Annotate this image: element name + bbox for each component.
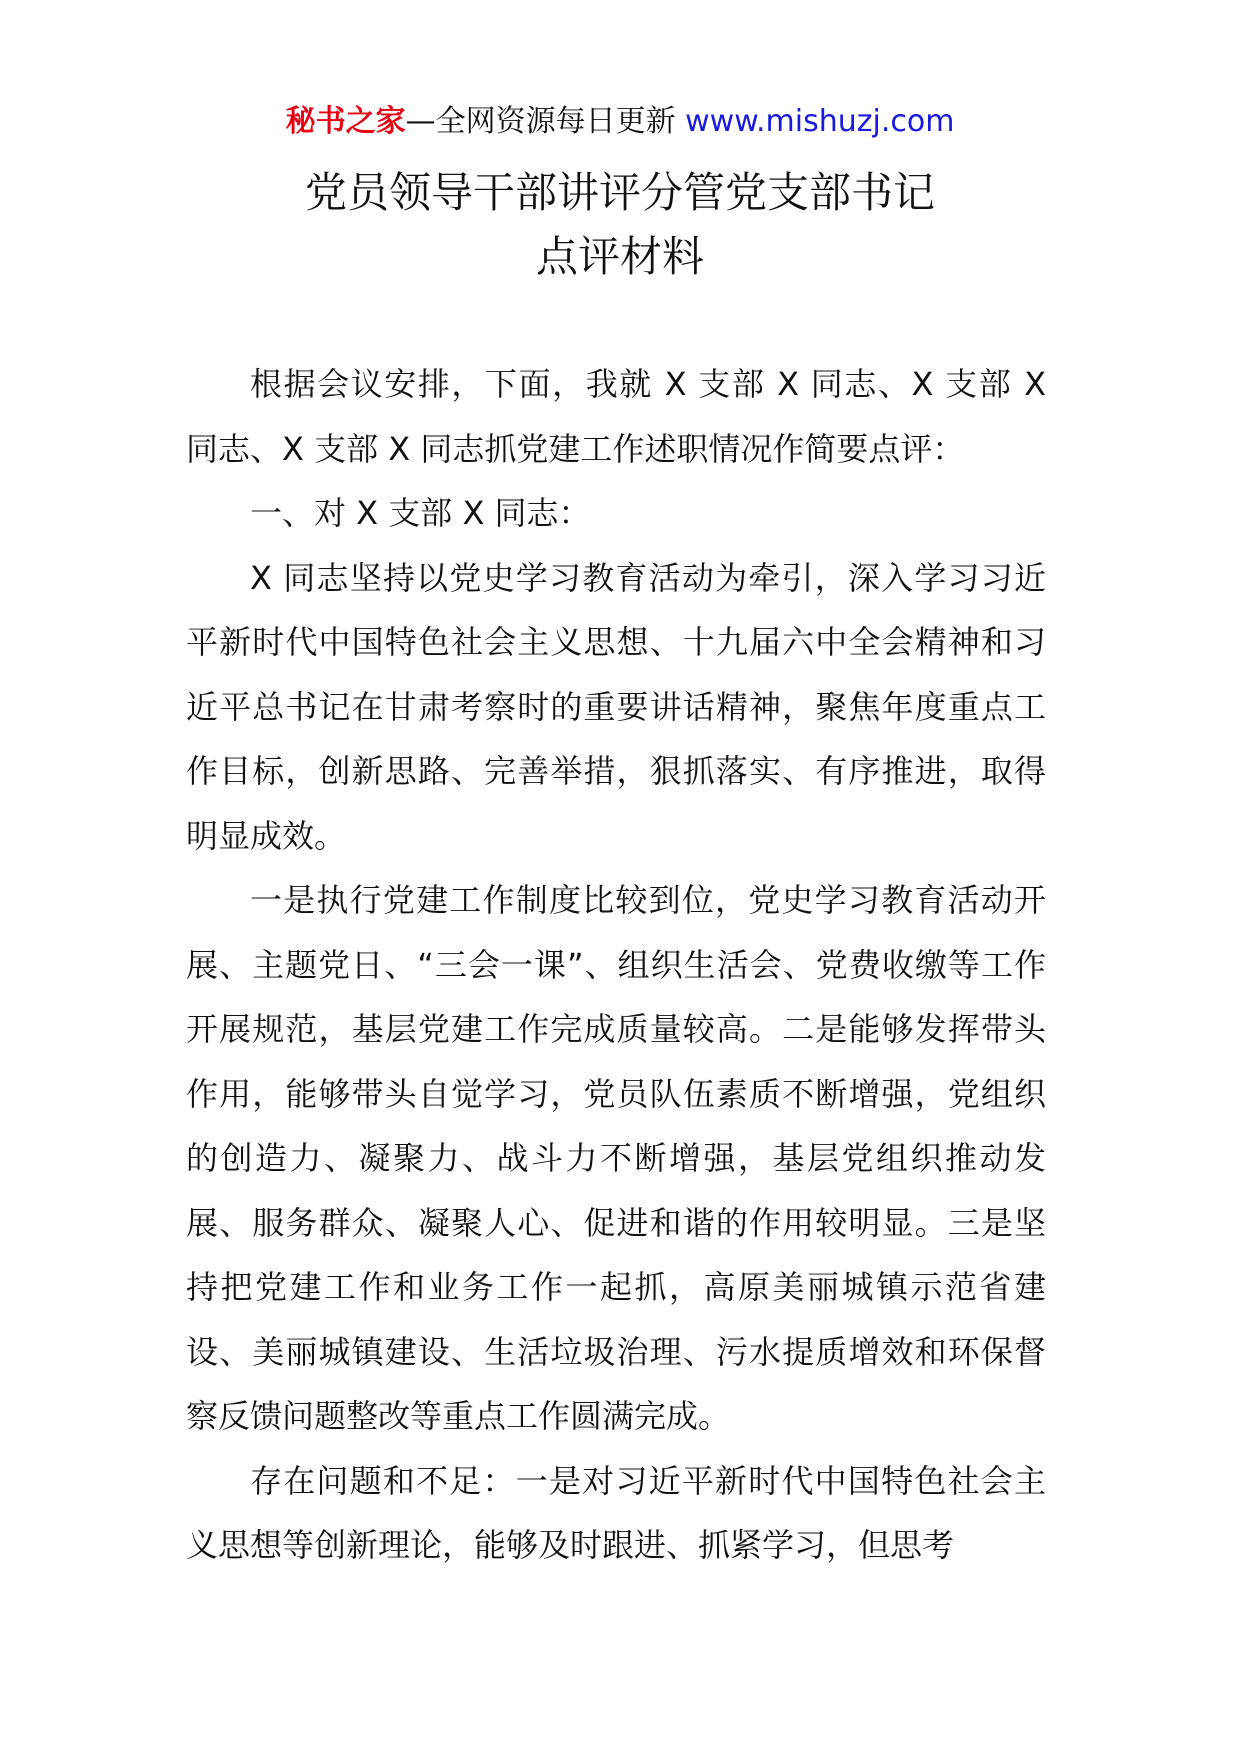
section-heading-1: 一、对 X 支部 X 同志： bbox=[250, 494, 591, 532]
document-title-line-1: 党员领导干部讲评分管党支部书记 bbox=[304, 168, 935, 217]
document-title-line-2: 点评材料 bbox=[535, 232, 704, 281]
paragraph-achievements: 一是执行党建工作制度比较到位，党史学习教育活动开展、主题党日、“三会一课”、组织生活会、党费收缴等工作开展规范，基层党建工作完成质量较高。二是能够发挥带头作用，能够带头自觉学习，党员队伍素质不断增强，党组织的创造力、凝聚力、战斗力不断增强，基层党组织推动发展、服务群众、凝聚人心、促进和谐的作用较明显。三是坚持把党建工作和业务工作一起抓，高原美丽城镇示范省建设、美丽城镇建设、生活垃圾治理、污水提质增效和环保督察反馈问题整改等重点工作圆满完成。 bbox=[186, 881, 1046, 1435]
site-header bbox=[0, 100, 1240, 144]
paragraph-problems: 存在问题和不足：一是对习近平新时代中国特色社会主义思想等创新理论，能够及时跟进、抓紧学习，但思考 bbox=[186, 1461, 1046, 1564]
brand-name: 秘书之家 bbox=[285, 104, 406, 139]
header-tagline: —全网资源每日更新 bbox=[405, 104, 676, 139]
paragraph-summary: X 同志坚持以党史学习教育活动为牵引，深入学习习近平新时代中国特色社会主义思想、十九届六中全会精神和习近平总书记在甘肃考察时的重要讲话精神，聚焦年度重点工作目标，创新思路、完善举措，狠抓落实、有序推进，取得明显成效。 bbox=[186, 558, 1046, 855]
site-url-link[interactable]: www.mishuzj.com bbox=[685, 104, 955, 139]
paragraph-intro: 根据会议安排，下面，我就 X 支部 X 同志、X 支部 X 同志、X 支部 X 同志抓党建工作述职情况作简要点评： bbox=[186, 365, 1046, 468]
document-body bbox=[186, 352, 1046, 1578]
